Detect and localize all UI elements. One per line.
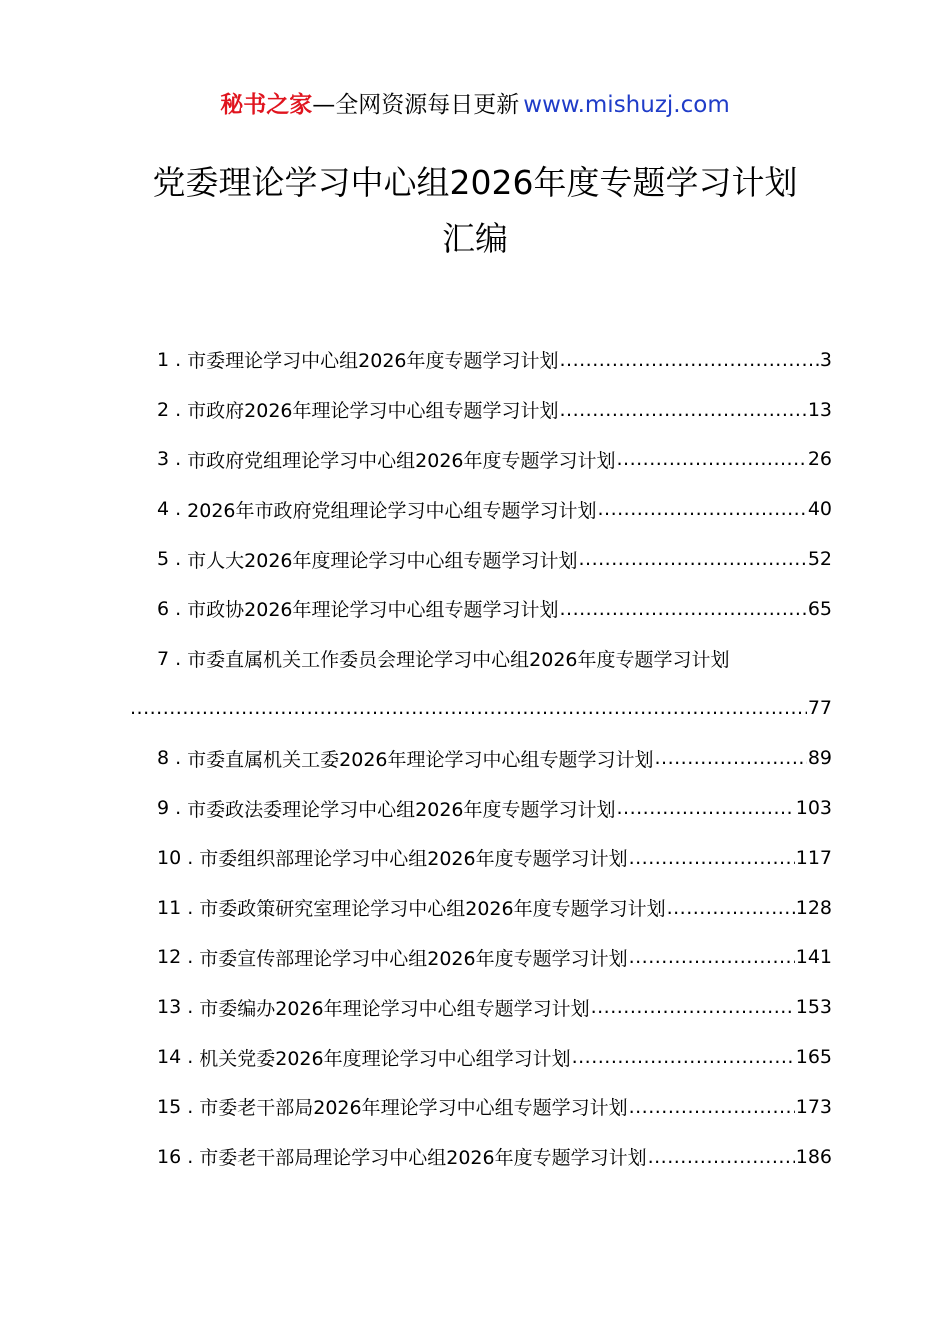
toc-separator: . [175,597,182,620]
toc-separator: . [187,1046,194,1069]
toc-page: 141 [795,946,832,969]
toc-title: 2026年市政府党组理论学习中心组专题学习计划 [187,499,597,522]
dot-leader [655,747,807,769]
toc-page: 65 [807,597,832,620]
toc-title: 市委老干部局理论学习中心组2026年度专题学习计划 [199,1147,647,1170]
toc-item[interactable] [130,1132,832,1182]
dot-leader [591,996,795,1018]
toc-title: 市委组织部理论学习中心组2026年度专题学习计划 [199,848,628,871]
toc-separator: . [187,1145,194,1168]
toc-separator: . [175,797,182,820]
dot-leader [617,448,807,470]
toc-separator: . [175,348,182,371]
toc-title: 市政协2026年理论学习中心组专题学习计划 [187,599,559,622]
toc-separator: . [175,448,182,471]
toc-separator: . [175,647,182,670]
toc-title: 市委政策研究室理论学习中心组2026年度专题学习计划 [199,898,666,921]
site-header [0,88,950,122]
toc-number: 5 [157,548,170,571]
dot-leader [617,797,795,819]
dot-leader [130,697,807,719]
toc-page: 103 [795,797,832,820]
toc-number: 7 [157,647,170,670]
brand-name: 秘书之家 [220,92,313,118]
toc-item[interactable] [130,1032,832,1082]
toc-page: 186 [795,1145,832,1168]
toc-number: 6 [157,597,170,620]
toc-item[interactable] [130,733,832,783]
toc-number: 8 [157,747,170,770]
dot-leader [629,946,795,968]
toc-separator: . [175,548,182,571]
site-url[interactable]: www.mishuzj.com [523,92,730,118]
toc-item[interactable] [130,833,832,883]
toc-title: 市政府党组理论学习中心组2026年度专题学习计划 [187,449,616,472]
toc-item[interactable] [130,1082,832,1132]
toc-page: 77 [807,697,832,720]
toc-page: 117 [795,846,832,869]
dot-leader [579,548,807,570]
toc-title: 市委直属机关工委2026年理论学习中心组专题学习计划 [187,748,654,771]
dot-leader [560,598,807,620]
document-title [60,160,890,262]
toc-title: 市委宣传部理论学习中心组2026年度专题学习计划 [199,947,628,970]
dot-leader [648,1146,795,1168]
toc-item[interactable] [130,933,832,983]
toc-page: 13 [807,398,832,421]
header-dash: — [312,92,336,118]
dot-leader [598,498,807,520]
toc-item[interactable] [130,335,832,385]
dot-leader [629,847,795,869]
toc-title: 机关党委2026年度理论学习中心组学习计划 [199,1047,571,1070]
toc-item[interactable] [130,484,832,534]
toc-page: 128 [795,896,832,919]
toc-title: 市委直属机关工作委员会理论学习中心组2026年度专题学习计划 [187,649,730,672]
toc-page: 153 [795,996,832,1019]
toc-number: 1 [157,348,170,371]
toc-separator: . [175,747,182,770]
toc-separator: . [175,398,182,421]
title-line-1: 党委理论学习中心组2026年度专题学习计划 [152,163,798,202]
toc-page: 89 [807,747,832,770]
title-line-2: 汇编 [442,219,508,258]
toc-number: 15 [157,1095,182,1118]
dot-leader [572,1046,795,1068]
toc-title: 市委编办2026年理论学习中心组专题学习计划 [199,997,590,1020]
dot-leader [629,1096,795,1118]
toc-item[interactable] [130,634,832,684]
toc-item[interactable] [130,435,832,485]
toc-page: 52 [807,548,832,571]
dot-leader [667,897,795,919]
toc-number: 12 [157,946,182,969]
toc-item[interactable] [130,385,832,435]
toc-separator: . [187,946,194,969]
toc-item[interactable] [130,783,832,833]
toc-number: 3 [157,448,170,471]
toc-item[interactable] [130,883,832,933]
table-of-contents [130,335,832,1182]
toc-item-continuation[interactable] [130,684,832,734]
toc-page: 3 [819,348,832,371]
header-tagline: 全网资源每日更新 [335,92,520,118]
dot-leader [560,399,807,421]
dot-leader [560,349,819,371]
toc-separator: . [187,996,194,1019]
toc-item[interactable] [130,584,832,634]
toc-title: 市委理论学习中心组2026年度专题学习计划 [187,350,559,373]
toc-title: 市委政法委理论学习中心组2026年度专题学习计划 [187,798,616,821]
toc-item[interactable] [130,982,832,1032]
toc-separator: . [187,1095,194,1118]
toc-page: 40 [807,498,832,521]
toc-page: 165 [795,1046,832,1069]
toc-title: 市人大2026年度理论学习中心组专题学习计划 [187,549,578,572]
toc-title: 市委老干部局2026年理论学习中心组专题学习计划 [199,1097,628,1120]
toc-number: 14 [157,1046,182,1069]
toc-number: 13 [157,996,182,1019]
toc-number: 9 [157,797,170,820]
toc-number: 4 [157,498,170,521]
toc-number: 11 [157,896,182,919]
toc-item[interactable] [130,534,832,584]
toc-number: 2 [157,398,170,421]
toc-separator: . [187,896,194,919]
toc-title: 市政府2026年理论学习中心组专题学习计划 [187,400,559,423]
toc-separator: . [175,498,182,521]
toc-number: 16 [157,1145,182,1168]
toc-number: 10 [157,846,182,869]
toc-page: 173 [795,1095,832,1118]
toc-separator: . [187,846,194,869]
toc-page: 26 [807,448,832,471]
